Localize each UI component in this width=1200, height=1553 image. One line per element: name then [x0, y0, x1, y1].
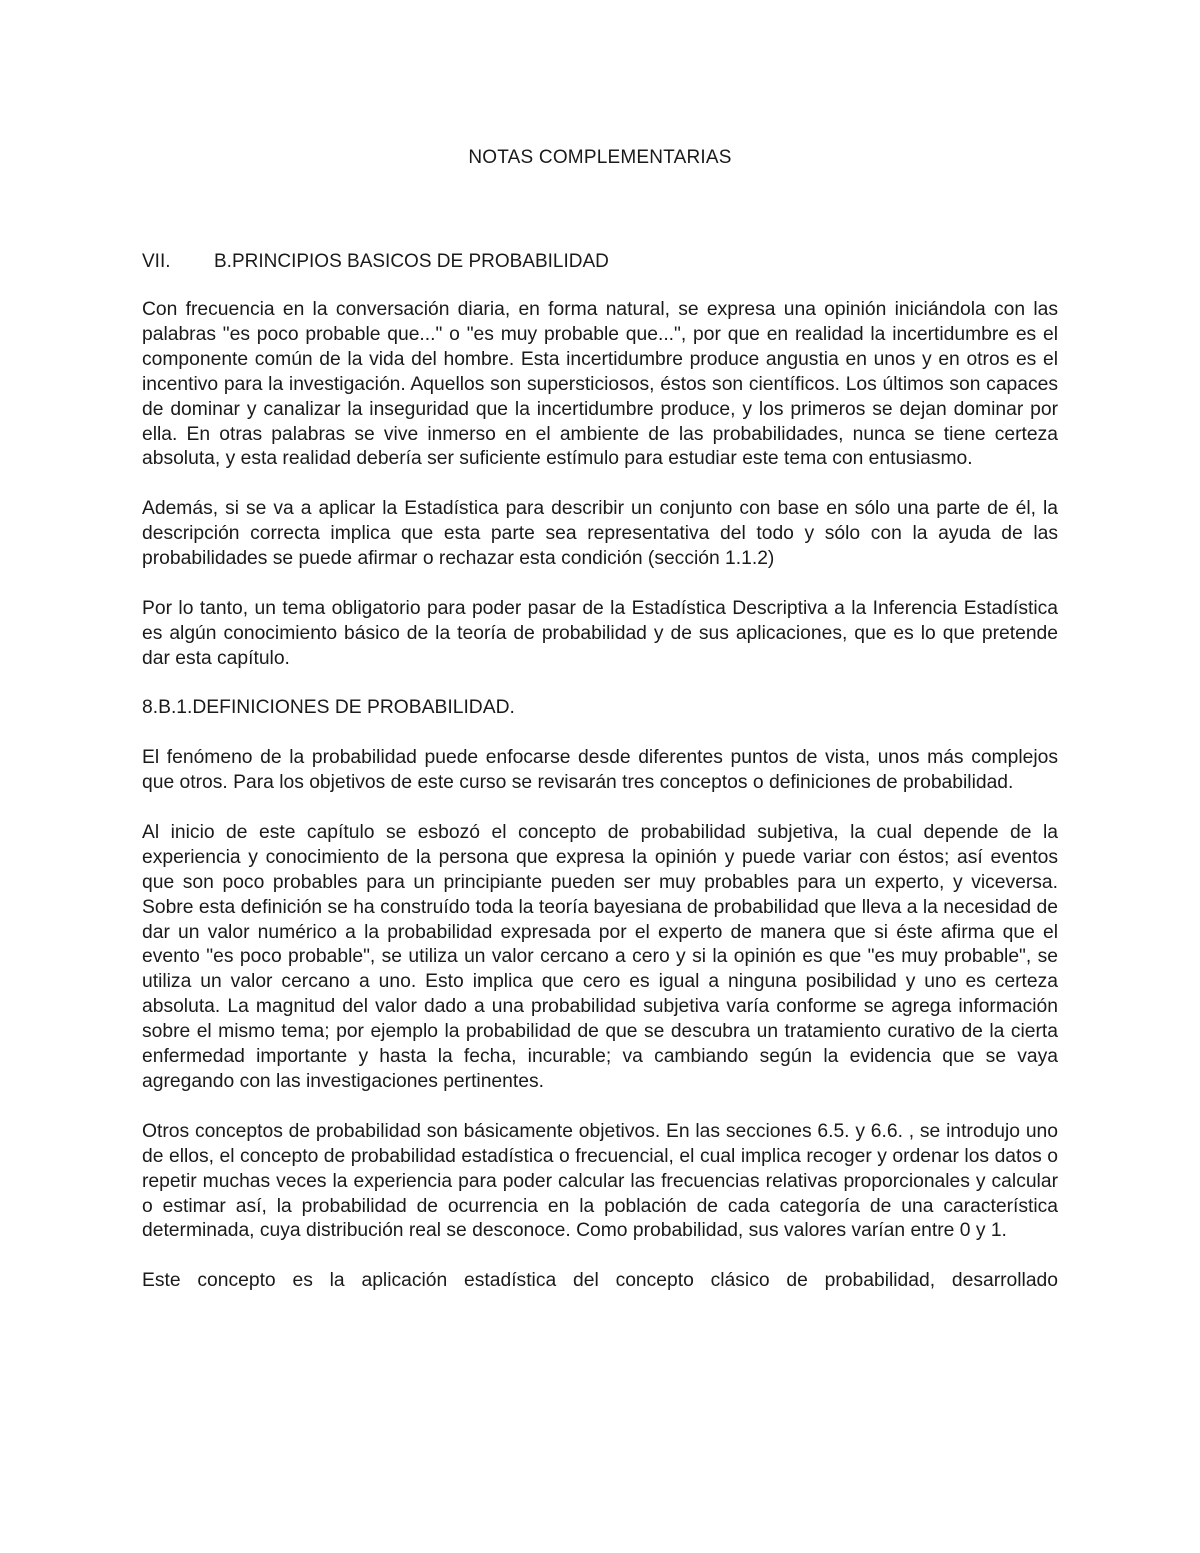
section-heading — [142, 250, 609, 274]
document-body — [142, 298, 1058, 1294]
paragraph-definitions: El fenómeno de la probabilidad puede enfocarse desde diferentes puntos de vista, unos más complejos que otros. Para los objetivos de este curso se revisarán tres conceptos o definiciones de probabilidad. — [142, 747, 1058, 794]
paragraph-objective-probability: Otros conceptos de probabilidad son básicamente objetivos. En las secciones 6.5. y 6.6. , se introdujo uno de ellos, el concepto de probabilidad estadística o frecuencial, el cual implica recoger y ordenar los datos o repetir muchas veces la experiencia para poder calcular las frecuencias relativas proporcionales y calcular o estimar así, la probabilidad de ocurrencia en la población de cada categoría de una característica determinada, cuya distribución real se desconoce. Como probabilidad, sus valores varían entre 0 y 1. — [142, 1120, 1058, 1242]
section-number: VII. — [142, 251, 171, 272]
section-title: B.PRINCIPIOS BASICOS DE PROBABILIDAD — [214, 251, 609, 272]
paragraph-subjective-probability: Al inicio de este capítulo se esbozó el concepto de probabilidad subjetiva, la cual depende de la experiencia y conocimiento de la persona que expresa la opinión y puede variar con éstos; así eventos que son poco probables para un principiante pueden ser muy probables para un experto, y viceversa. Sobre esta definición se ha construído toda la teoría bayesiana de probabilidad que lleva a la necesidad de dar un valor numérico a la probabilidad expresada por el experto de manera que si éste afirma que el evento "es poco probable", se utiliza un valor cercano a cero y si la opinión es que "es muy probable", se utiliza un valor cercano a uno. Esto implica que cero es igual a ninguna posibilidad y uno es certeza absoluta. La magnitud del valor dado a una probabilidad subjetiva varía conforme se agrega información sobre el mismo tema; por ejemplo la probabilidad de que se descubra un tratamiento curativo de la cierta enfermedad importante y hasta la fecha, incurable; va cambiando según la evidencia que se vaya agregando con las investigaciones pertinentes. — [142, 821, 1058, 1093]
paragraph-inference: Por lo tanto, un tema obligatorio para poder pasar de la Estadística Descriptiva a la Inferencia Estadística es algún conocimiento básico de la teoría de probabilidad y de sus aplicaciones, que es lo que pretende dar esta capítulo. — [142, 597, 1058, 669]
paragraph-representativeness: Además, si se va a aplicar la Estadística para describir un conjunto con base en sólo una parte de él, la descripción correcta implica que esta parte sea representativa del todo y sólo con la ayuda de las probabilidades se puede afirmar o rechazar esta condición (sección 1.1.2) — [142, 498, 1058, 570]
paragraph-intro: Con frecuencia en la conversación diaria, en forma natural, se expresa una opinión iniciándola con las palabras "es poco probable que..." o "es muy probable que...", por que en realidad la incertidumbre es el componente común de la vida del hombre. Esta incertidumbre produce angustia en unos y en otros es el incentivo para la investigación. Aquellos son supersticiosos, éstos son científicos. Los últimos son capaces de dominar y canalizar la inseguridad que la incertidumbre produce, y los primeros se dejan dominar por ella. En otras palabras se vive inmerso en el ambiente de las probabilidades, nunca se tiene certeza absoluta, y esta realidad debería ser suficiente estímulo para estudiar este tema con entusiasmo. — [142, 299, 1058, 470]
paragraph-classical-concept: Este concepto es la aplicación estadística del concepto clásico de probabilidad, desarrollado — [142, 1270, 1058, 1292]
document-title: NOTAS COMPLEMENTARIAS — [468, 147, 732, 168]
subsection-heading: 8.B.1.DEFINICIONES DE PROBABILIDAD. — [142, 697, 515, 719]
